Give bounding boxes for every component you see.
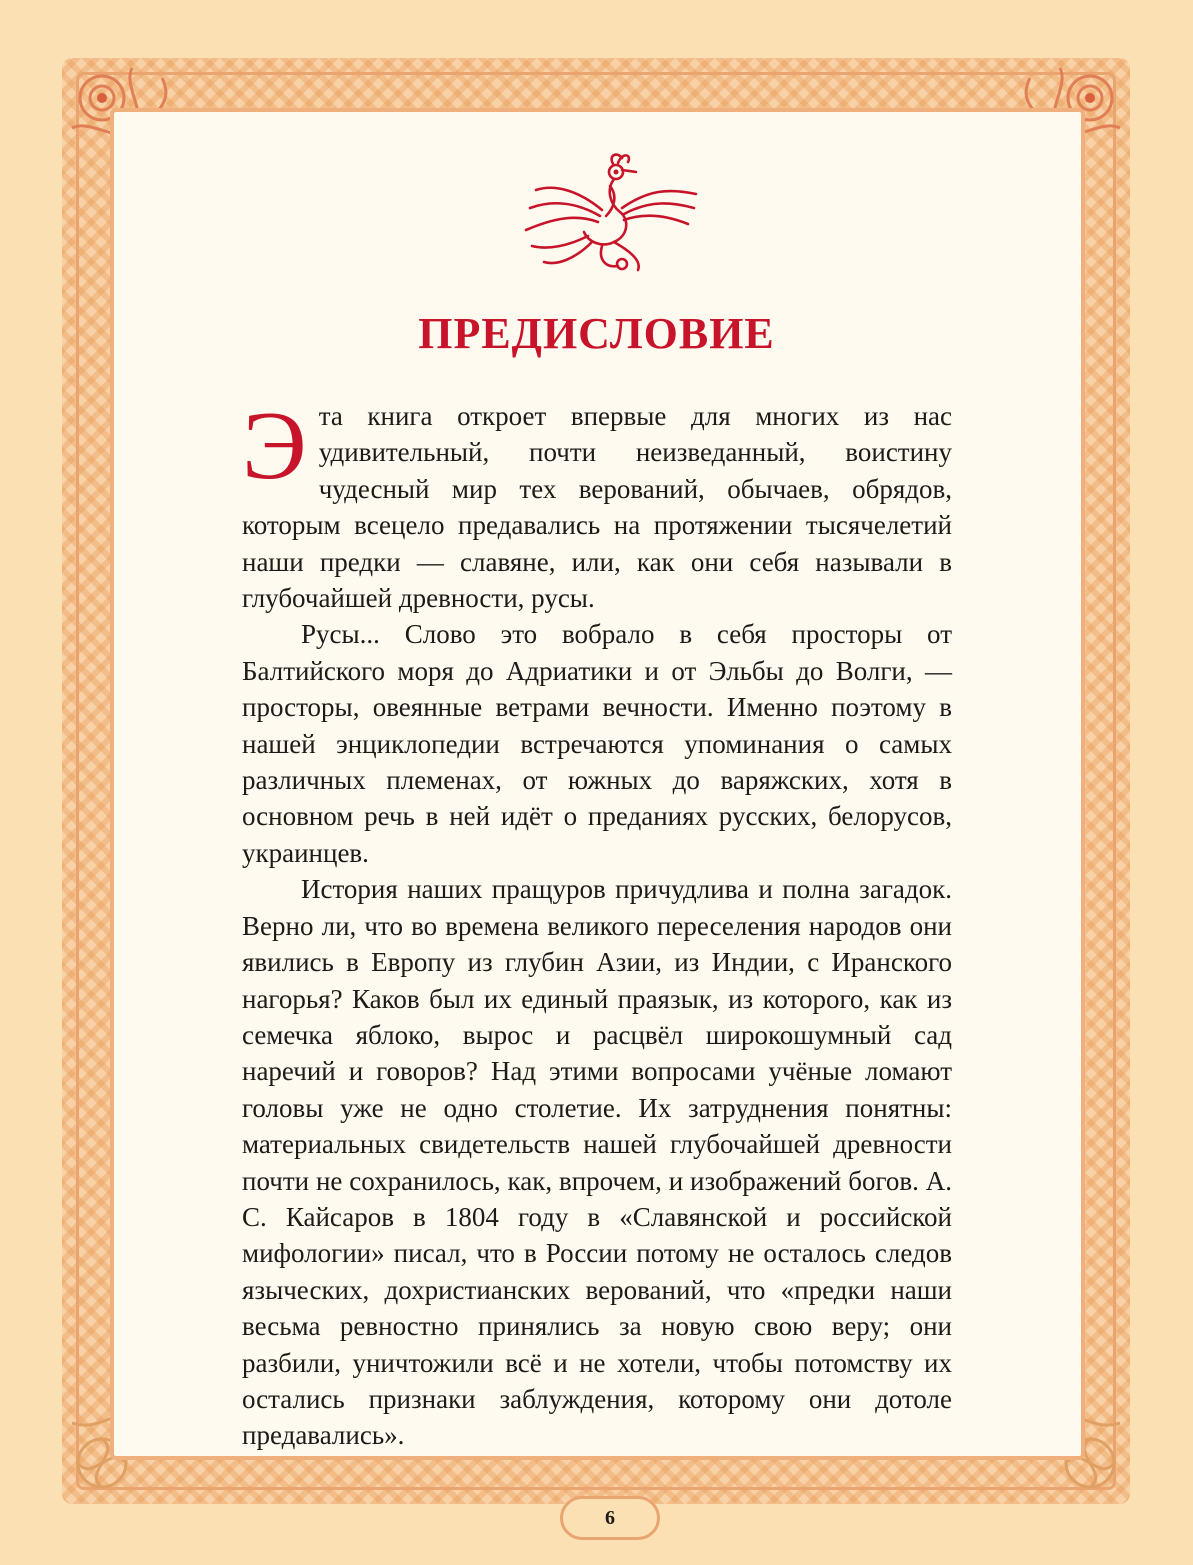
paragraph: Русы... Слово это вобрало в себя просторы от Балтийского моря до Адриатики и от Эльбы до Волги, — просторы, овеянные ветрами вечности. Именно поэтому в нашей энциклопедии встречаются упоминания о самых различных племенах, от южных до варяжских, хотя в основном речь в ней идёт о преданиях русских, белорусов, украинцев. — [242, 619, 952, 868]
firebird-icon — [518, 150, 703, 275]
page-title: ПРЕДИСЛОВИЕ — [418, 309, 775, 358]
page-number: 6 — [605, 1507, 615, 1529]
paragraph — [242, 392, 952, 616]
paragraph-text: та книга откроет впервые для многих из нас удивительный, почти неизведанный, воистину чудесный мир тех верований, обычаев, обрядов, которым всецело предавались на протяжении тысячелетий наши предки — славяне, или, как они себя называли в глубочайшей древности, русы. — [242, 401, 952, 614]
drop-cap: Э — [242, 392, 307, 500]
paragraph: История наших пращуров причудлива и полна загадок. Верно ли, что во времена великого переселения народов они явились в Европу из глубин Азии, из Индии, с Иранского нагорья? Каков был их единый праязык, из которого, как из семечка яблоко, вырос и расцвёл широкошумный сад наречий и говоров? Над этими вопросами учёные ломают головы уже не одно столетие. Их затруднения понятны: материальных свидетельств нашей глубочайшей древности почти не сохранилось, как, впрочем, и изображений богов. А. С. Кайсаров в 1804 году в «Славянской и российской мифологии» писал, что в России потому не осталось следов языческих, дохристианских верований, что «предки наши весьма ревностно принялись за новую свою веру; они разбили, уничтожили всё и не хотели, чтобы потомству их остались признаки заблуждения, которому они дотоле предавались». — [242, 874, 952, 1451]
body-text — [242, 392, 952, 1454]
